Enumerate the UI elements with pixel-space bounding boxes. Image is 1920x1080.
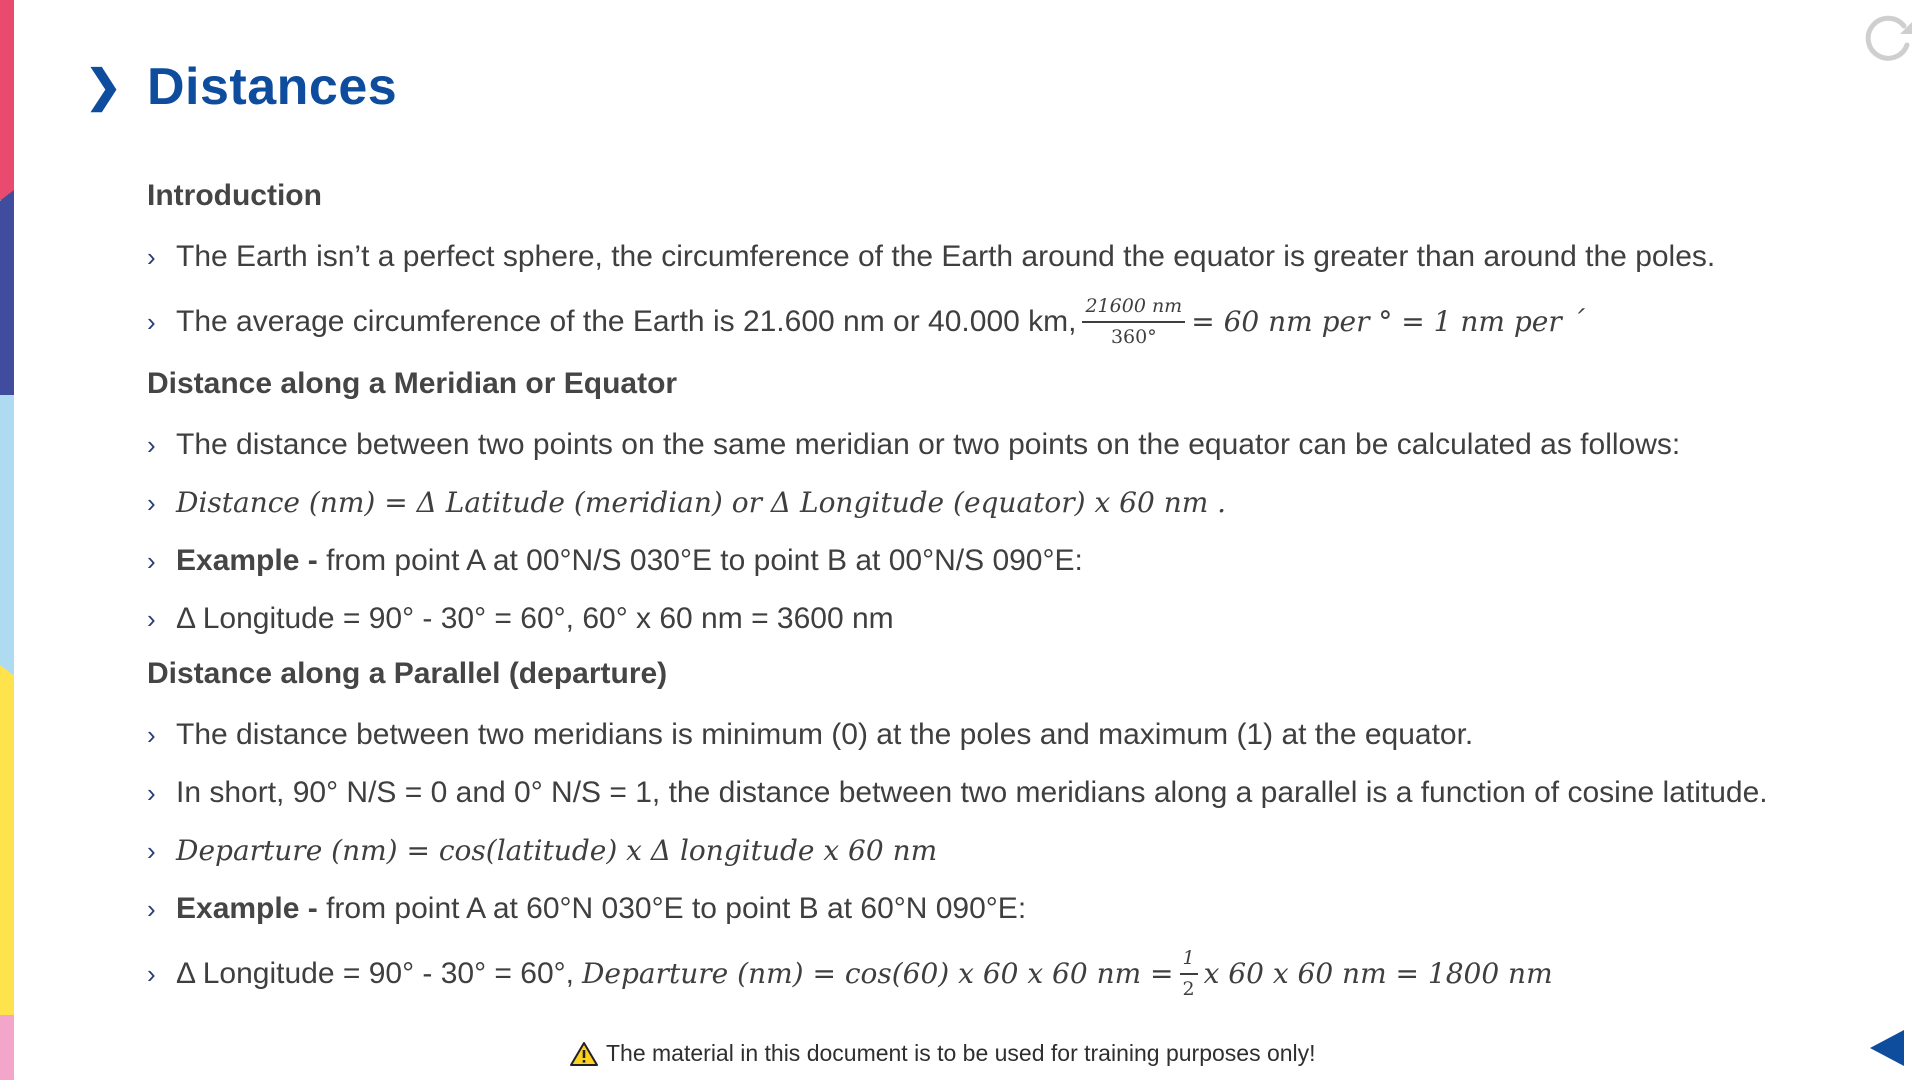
section-heading: Distance along a Meridian or Equator xyxy=(147,367,678,400)
list-item xyxy=(147,822,1887,880)
section-heading: Distance along a Parallel (departure) xyxy=(147,657,668,690)
list-item xyxy=(147,590,1887,648)
bullet-text: The distance between two points on the same meridian or two points on the equator can be calculated as follows: xyxy=(176,428,1681,461)
refresh-icon[interactable] xyxy=(1860,12,1914,66)
formula: x 60 x 60 nm = 1800 nm xyxy=(1203,957,1553,990)
bullet-text: from point A at 60°N 030°E to point B at 60°N 090°E: xyxy=(317,892,1027,925)
title-row xyxy=(85,52,397,122)
chevron-right-icon: ❯ xyxy=(85,62,122,111)
list-item xyxy=(147,706,1887,764)
list-item xyxy=(147,938,1887,1010)
bullet-text: The distance between two meridians is minimum (0) at the poles and maximum (1) at the equator. xyxy=(176,718,1474,751)
fraction-numerator: 1 xyxy=(1180,948,1198,975)
fraction-denominator: 360° xyxy=(1110,325,1157,348)
bullet-icon: › xyxy=(147,894,156,924)
slide-content xyxy=(147,170,1887,1010)
formula: = 60 nm per ° = 1 nm per ´ xyxy=(1191,305,1585,338)
example-label: Example - xyxy=(176,544,318,577)
fraction-denominator: 2 xyxy=(1182,977,1195,1000)
warning-icon xyxy=(570,1041,598,1067)
bullet-icon: › xyxy=(147,242,156,272)
back-arrow-icon[interactable] xyxy=(1868,1028,1906,1068)
fraction xyxy=(1082,296,1185,349)
bullet-icon: › xyxy=(147,836,156,866)
left-color-stripe xyxy=(0,0,14,1080)
bullet-icon: › xyxy=(147,959,156,989)
list-item xyxy=(147,228,1887,286)
footer-notice xyxy=(570,1040,1316,1067)
list-item xyxy=(147,764,1887,822)
bullet-text: The Earth isn’t a perfect sphere, the circumference of the Earth around the equator is greater than around the poles. xyxy=(176,240,1716,273)
bullet-icon: › xyxy=(147,720,156,750)
list-item xyxy=(147,532,1887,590)
bullet-text: Δ Longitude = 90° - 30° = 60°, 60° x 60 nm = 3600 nm xyxy=(176,602,894,635)
page-title: Distances xyxy=(147,58,398,116)
section-heading: Introduction xyxy=(147,179,322,212)
bullet-icon: › xyxy=(147,778,156,808)
list-item xyxy=(147,880,1887,938)
formula: Departure (nm) = cos(latitude) x Δ longitude x 60 nm xyxy=(176,834,938,867)
bullet-icon: › xyxy=(147,604,156,634)
bullet-text: In short, 90° N/S = 0 and 0° N/S = 1, the distance between two meridians along a parallel is a function of cosine latitude. xyxy=(176,776,1768,809)
bullet-text: from point A at 00°N/S 030°E to point B at 00°N/S 090°E: xyxy=(317,544,1083,577)
bullet-icon: › xyxy=(147,430,156,460)
bullet-icon: › xyxy=(147,488,156,518)
bullet-text: Δ Longitude = 90° - 30° = 60°, xyxy=(176,957,574,990)
example-label: Example - xyxy=(176,892,318,925)
bullet-icon: › xyxy=(147,546,156,576)
bullet-icon: › xyxy=(147,307,156,337)
fraction xyxy=(1180,948,1198,1001)
fraction-numerator: 21600 nm xyxy=(1082,296,1185,323)
formula: Distance (nm) = Δ Latitude (meridian) or Δ Longitude (equator) x 60 nm . xyxy=(176,486,1227,519)
list-item xyxy=(147,474,1887,532)
list-item xyxy=(147,286,1887,358)
formula: Departure (nm) = cos(60) x 60 x 60 nm = xyxy=(581,957,1174,990)
bullet-text: The average circumference of the Earth is 21.600 nm or 40.000 km, xyxy=(176,305,1077,338)
list-item xyxy=(147,416,1887,474)
footer-text: The material in this document is to be used for training purposes only! xyxy=(606,1040,1316,1066)
